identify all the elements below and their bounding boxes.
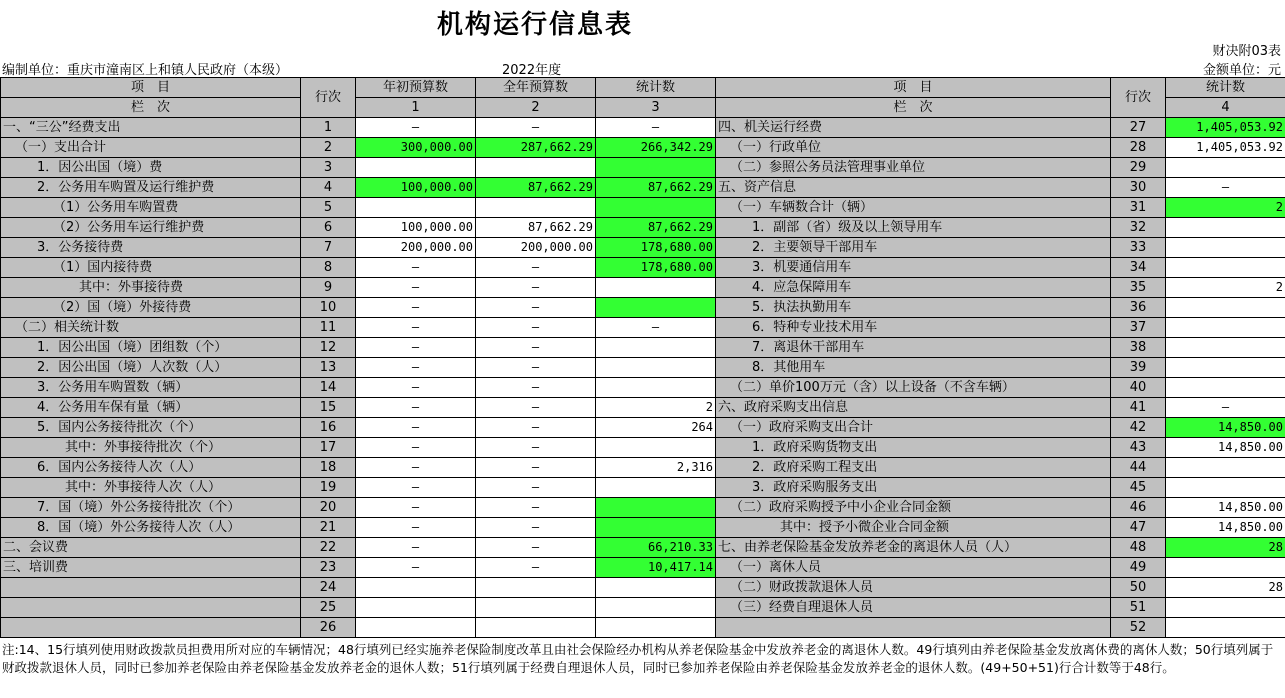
- table-row: [1, 338, 1285, 358]
- right-row-no[interactable]: 36: [1111, 298, 1166, 318]
- cell-col4[interactable]: —: [1166, 178, 1285, 198]
- left-row-no[interactable]: 14: [301, 378, 356, 398]
- cell-col4[interactable]: [1166, 558, 1285, 578]
- header-lanci-right: 栏 次: [716, 98, 1111, 118]
- left-item-cell[interactable]: [1, 618, 301, 638]
- cell-col2[interactable]: —: [476, 458, 596, 478]
- cell-col2[interactable]: —: [476, 398, 596, 418]
- header-row-no: 行次: [301, 78, 356, 118]
- table-row: [1, 118, 1285, 138]
- left-row-no[interactable]: 4: [301, 178, 356, 198]
- cell-col2[interactable]: 200,000.00: [476, 238, 596, 258]
- table-row: [1, 238, 1285, 258]
- header-n2: 2: [476, 98, 596, 118]
- cell-col1[interactable]: [356, 198, 476, 218]
- table-row: [1, 438, 1285, 458]
- left-item-cell[interactable]: （二）相关统计数: [1, 318, 301, 338]
- cell-col2[interactable]: 87,662.29: [476, 178, 596, 198]
- cell-col2[interactable]: —: [476, 438, 596, 458]
- cell-col3[interactable]: —: [596, 318, 716, 338]
- cell-col1[interactable]: 200,000.00: [356, 238, 476, 258]
- cell-col2[interactable]: —: [476, 538, 596, 558]
- table-row: [1, 558, 1285, 578]
- right-row-no[interactable]: 47: [1111, 518, 1166, 538]
- right-item-cell[interactable]: 六、政府采购支出信息: [716, 398, 1111, 418]
- left-item-cell[interactable]: （2）国（境）外接待费: [1, 298, 301, 318]
- left-row-no[interactable]: 23: [301, 558, 356, 578]
- cell-col1[interactable]: [356, 158, 476, 178]
- currency-unit: 金额单位：元: [1202, 63, 1281, 78]
- cell-col2[interactable]: 87,662.29: [476, 218, 596, 238]
- right-row-no[interactable]: 35: [1111, 278, 1166, 298]
- left-row-no[interactable]: 16: [301, 418, 356, 438]
- header-row-no-right: 行次: [1111, 78, 1166, 118]
- table-row: [1, 598, 1285, 618]
- left-item-cell[interactable]: 7．国（境）外公务接待批次（个）: [1, 498, 301, 518]
- cell-col2[interactable]: —: [476, 478, 596, 498]
- cell-col3[interactable]: [596, 498, 716, 518]
- cell-col3[interactable]: [596, 518, 716, 538]
- report-year: 2022年度: [502, 63, 562, 78]
- cell-col3[interactable]: [596, 578, 716, 598]
- cell-col1[interactable]: —: [356, 358, 476, 378]
- cell-col3[interactable]: [596, 278, 716, 298]
- cell-col1[interactable]: —: [356, 398, 476, 418]
- cell-col3[interactable]: 10,417.14: [596, 558, 716, 578]
- left-item-cell[interactable]: [1, 578, 301, 598]
- right-row-no[interactable]: 30: [1111, 178, 1166, 198]
- right-item-cell[interactable]: 3．政府采购服务支出: [716, 478, 1111, 498]
- cell-col2[interactable]: —: [476, 298, 596, 318]
- form-code: 财决附03表: [1212, 44, 1281, 59]
- left-row-no[interactable]: 13: [301, 358, 356, 378]
- left-row-no[interactable]: 6: [301, 218, 356, 238]
- cell-col2[interactable]: —: [476, 258, 596, 278]
- cell-col3[interactable]: 264: [596, 418, 716, 438]
- right-row-no[interactable]: 44: [1111, 458, 1166, 478]
- right-row-no[interactable]: 38: [1111, 338, 1166, 358]
- right-item-cell[interactable]: 2．政府采购工程支出: [716, 458, 1111, 478]
- cell-col3[interactable]: 178,680.00: [596, 258, 716, 278]
- cell-col1[interactable]: —: [356, 378, 476, 398]
- table-row: [1, 458, 1285, 478]
- left-row-no[interactable]: 11: [301, 318, 356, 338]
- left-row-no[interactable]: 12: [301, 338, 356, 358]
- right-item-cell[interactable]: （一）政府采购支出合计: [716, 418, 1111, 438]
- left-item-cell[interactable]: 6．国内公务接待人次（人）: [1, 458, 301, 478]
- cell-col2[interactable]: —: [476, 358, 596, 378]
- right-item-cell[interactable]: （一）行政单位: [716, 138, 1111, 158]
- page-title: 机构运行信息表: [436, 10, 633, 40]
- right-row-no[interactable]: 42: [1111, 418, 1166, 438]
- cell-col1[interactable]: —: [356, 318, 476, 338]
- left-item-cell[interactable]: 1．因公出国（境）费: [1, 158, 301, 178]
- cell-col2[interactable]: —: [476, 518, 596, 538]
- header-col2: 全年预算数: [476, 78, 596, 98]
- cell-col3[interactable]: 2,316: [596, 458, 716, 478]
- header-n1: 1: [356, 98, 476, 118]
- cell-col4[interactable]: 14,850.00: [1166, 498, 1285, 518]
- right-row-no[interactable]: 32: [1111, 218, 1166, 238]
- header-lanci: 栏 次: [1, 98, 301, 118]
- cell-col1[interactable]: —: [356, 478, 476, 498]
- cell-col4[interactable]: [1166, 378, 1285, 398]
- cell-col3[interactable]: 178,680.00: [596, 238, 716, 258]
- right-row-no[interactable]: 46: [1111, 498, 1166, 518]
- right-row-no[interactable]: 51: [1111, 598, 1166, 618]
- right-item-cell[interactable]: （二）参照公务员法管理事业单位: [716, 158, 1111, 178]
- cell-col4[interactable]: 28: [1166, 538, 1285, 558]
- table-row: [1, 518, 1285, 538]
- left-item-cell[interactable]: 8．国（境）外公务接待人次（人）: [1, 518, 301, 538]
- left-row-no[interactable]: 5: [301, 198, 356, 218]
- left-row-no[interactable]: 26: [301, 618, 356, 638]
- right-row-no[interactable]: 41: [1111, 398, 1166, 418]
- cell-col2[interactable]: —: [476, 378, 596, 398]
- table-row: [1, 398, 1285, 418]
- left-item-cell[interactable]: 其中：外事接待批次（个）: [1, 438, 301, 458]
- right-item-cell[interactable]: 五、资产信息: [716, 178, 1111, 198]
- left-row-no[interactable]: 25: [301, 598, 356, 618]
- cell-col3[interactable]: 2: [596, 398, 716, 418]
- right-item-cell[interactable]: 8．其他用车: [716, 358, 1111, 378]
- table-row: [1, 318, 1285, 338]
- header-col1: 年初预算数: [356, 78, 476, 98]
- left-item-cell[interactable]: 2．因公出国（境）人次数（人）: [1, 358, 301, 378]
- header-row-1: [1, 78, 1285, 98]
- right-item-cell[interactable]: （二）政府采购授予中小企业合同金额: [716, 498, 1111, 518]
- header-n3: 3: [596, 98, 716, 118]
- cell-col2[interactable]: [476, 598, 596, 618]
- cell-col4[interactable]: 2: [1166, 198, 1285, 218]
- cell-col3[interactable]: —: [596, 118, 716, 138]
- left-item-cell[interactable]: 5．国内公务接待批次（个）: [1, 418, 301, 438]
- cell-col4[interactable]: [1166, 478, 1285, 498]
- left-item-cell[interactable]: 4．公务用车保有量（辆）: [1, 398, 301, 418]
- left-row-no[interactable]: 9: [301, 278, 356, 298]
- cell-col2[interactable]: [476, 578, 596, 598]
- cell-col3[interactable]: [596, 598, 716, 618]
- cell-col4[interactable]: —: [1166, 398, 1285, 418]
- right-item-cell[interactable]: 1．政府采购货物支出: [716, 438, 1111, 458]
- right-row-no[interactable]: 34: [1111, 258, 1166, 278]
- left-row-no[interactable]: 7: [301, 238, 356, 258]
- left-row-no[interactable]: 10: [301, 298, 356, 318]
- left-row-no[interactable]: 21: [301, 518, 356, 538]
- right-item-cell[interactable]: 4．应急保障用车: [716, 278, 1111, 298]
- cell-col1[interactable]: —: [356, 498, 476, 518]
- left-row-no[interactable]: 24: [301, 578, 356, 598]
- right-row-no[interactable]: 40: [1111, 378, 1166, 398]
- cell-col4[interactable]: [1166, 338, 1285, 358]
- left-item-cell[interactable]: [1, 598, 301, 618]
- cell-col3[interactable]: [596, 378, 716, 398]
- right-row-no[interactable]: 33: [1111, 238, 1166, 258]
- right-item-cell[interactable]: [716, 618, 1111, 638]
- right-row-no[interactable]: 37: [1111, 318, 1166, 338]
- cell-col1[interactable]: —: [356, 278, 476, 298]
- left-item-cell[interactable]: 其中：外事接待费: [1, 278, 301, 298]
- cell-col2[interactable]: —: [476, 558, 596, 578]
- left-row-no[interactable]: 3: [301, 158, 356, 178]
- cell-col2[interactable]: —: [476, 278, 596, 298]
- right-item-cell[interactable]: （二）财政拨款退休人员: [716, 578, 1111, 598]
- table-row: [1, 178, 1285, 198]
- table-row: [1, 358, 1285, 378]
- table-row: [1, 198, 1285, 218]
- right-row-no[interactable]: 43: [1111, 438, 1166, 458]
- cell-col1[interactable]: [356, 598, 476, 618]
- cell-col4[interactable]: [1166, 598, 1285, 618]
- header-item: 项 目: [1, 78, 301, 98]
- cell-col1[interactable]: —: [356, 338, 476, 358]
- cell-col1[interactable]: —: [356, 518, 476, 538]
- cell-col3[interactable]: [596, 198, 716, 218]
- left-item-cell[interactable]: （一）支出合计: [1, 138, 301, 158]
- table-row: [1, 138, 1285, 158]
- left-row-no[interactable]: 17: [301, 438, 356, 458]
- table-row: [1, 218, 1285, 238]
- cell-col2[interactable]: —: [476, 338, 596, 358]
- left-row-no[interactable]: 22: [301, 538, 356, 558]
- right-item-cell[interactable]: （三）经费自理退休人员: [716, 598, 1111, 618]
- cell-col1[interactable]: 100,000.00: [356, 218, 476, 238]
- cell-col4[interactable]: 14,850.00: [1166, 518, 1285, 538]
- right-row-no[interactable]: 31: [1111, 198, 1166, 218]
- left-row-no[interactable]: 19: [301, 478, 356, 498]
- cell-col1[interactable]: —: [356, 438, 476, 458]
- cell-col4[interactable]: 14,850.00: [1166, 438, 1285, 458]
- left-item-cell[interactable]: 3．公务接待费: [1, 238, 301, 258]
- cell-col3[interactable]: [596, 618, 716, 638]
- cell-col3[interactable]: [596, 158, 716, 178]
- table-row: [1, 298, 1285, 318]
- cell-col2[interactable]: [476, 198, 596, 218]
- right-row-no[interactable]: 27: [1111, 118, 1166, 138]
- right-item-cell[interactable]: 6．特种专业技术用车: [716, 318, 1111, 338]
- header-item-right: 项 目: [716, 78, 1111, 98]
- cell-col4[interactable]: [1166, 458, 1285, 478]
- cell-col3[interactable]: [596, 358, 716, 378]
- cell-col3[interactable]: 87,662.29: [596, 218, 716, 238]
- right-row-no[interactable]: 52: [1111, 618, 1166, 638]
- header-col3: 统计数: [596, 78, 716, 98]
- cell-col1[interactable]: 300,000.00: [356, 138, 476, 158]
- cell-col2[interactable]: [476, 618, 596, 638]
- unit-label: 编制单位：重庆市潼南区上和镇人民政府（本级）: [2, 63, 289, 78]
- table-row: [1, 538, 1285, 558]
- table-body: [1, 118, 1285, 638]
- left-item-cell[interactable]: 1．因公出国（境）团组数（个）: [1, 338, 301, 358]
- table-row: [1, 498, 1285, 518]
- cell-col4[interactable]: [1166, 258, 1285, 278]
- right-item-cell[interactable]: （一）车辆数合计（辆）: [716, 198, 1111, 218]
- cell-col4[interactable]: [1166, 318, 1285, 338]
- right-item-cell[interactable]: 2．主要领导干部用车: [716, 238, 1111, 258]
- left-item-cell[interactable]: （1）国内接待费: [1, 258, 301, 278]
- right-item-cell[interactable]: 5．执法执勤用车: [716, 298, 1111, 318]
- cell-col4[interactable]: [1166, 158, 1285, 178]
- left-row-no[interactable]: 20: [301, 498, 356, 518]
- right-item-cell[interactable]: 7．离退休干部用车: [716, 338, 1111, 358]
- left-item-cell[interactable]: （1）公务用车购置费: [1, 198, 301, 218]
- cell-col2[interactable]: [476, 158, 596, 178]
- cell-col3[interactable]: 66,210.33: [596, 538, 716, 558]
- info-table: [0, 77, 1285, 638]
- right-item-cell[interactable]: 四、机关运行经费: [716, 118, 1111, 138]
- right-item-cell[interactable]: 3．机要通信用车: [716, 258, 1111, 278]
- cell-col4[interactable]: [1166, 218, 1285, 238]
- cell-col3[interactable]: [596, 338, 716, 358]
- right-item-cell[interactable]: （二）单价100万元（含）以上设备（不含车辆）: [716, 378, 1111, 398]
- right-row-no[interactable]: 39: [1111, 358, 1166, 378]
- cell-col4[interactable]: 28: [1166, 578, 1285, 598]
- right-item-cell[interactable]: 1．副部（省）级及以上领导用车: [716, 218, 1111, 238]
- right-item-cell[interactable]: 其中：授予小微企业合同金额: [716, 518, 1111, 538]
- left-row-no[interactable]: 15: [301, 398, 356, 418]
- right-item-cell[interactable]: 七、由养老保险基金发放养老金的离退休人员（人）: [716, 538, 1111, 558]
- cell-col3[interactable]: [596, 478, 716, 498]
- cell-col1[interactable]: —: [356, 558, 476, 578]
- footnote: 注:14、15行填列使用财政拨款员担费用所对应的车辆情况；48行填列已经实施养老保险制度改革且由社会保险经办机构从养老保险基金中发放养老金的离退休人数。49行填列由养老保险基金发放离休费的离休人数；50行填列属于财政拨款退休人员，同时已参加养老保险由养老保险基金发放养老金的退休人数；51行填列属于经费自理退休人员，同时已参加养老保险由养老保险基金发放养老金的退休人数。(49+50+51)行合计数等于48行。: [2, 642, 1274, 675]
- table-row: [1, 278, 1285, 298]
- cell-col1[interactable]: —: [356, 258, 476, 278]
- cell-col2[interactable]: 287,662.29: [476, 138, 596, 158]
- table-row: [1, 378, 1285, 398]
- left-item-cell[interactable]: 三、培训费: [1, 558, 301, 578]
- table-row: [1, 258, 1285, 278]
- left-row-no[interactable]: 18: [301, 458, 356, 478]
- left-row-no[interactable]: 1: [301, 118, 356, 138]
- cell-col4[interactable]: [1166, 238, 1285, 258]
- header-row-2: [1, 98, 1285, 118]
- cell-col4[interactable]: 1,405,053.92: [1166, 138, 1285, 158]
- cell-col2[interactable]: —: [476, 118, 596, 138]
- cell-col1[interactable]: —: [356, 418, 476, 438]
- cell-col4[interactable]: [1166, 618, 1285, 638]
- cell-col3[interactable]: [596, 298, 716, 318]
- cell-col2[interactable]: —: [476, 418, 596, 438]
- right-row-no[interactable]: 48: [1111, 538, 1166, 558]
- cell-col1[interactable]: —: [356, 458, 476, 478]
- cell-col1[interactable]: —: [356, 538, 476, 558]
- cell-col4[interactable]: 2: [1166, 278, 1285, 298]
- left-item-cell[interactable]: 2．公务用车购置及运行维护费: [1, 178, 301, 198]
- table-row: [1, 158, 1285, 178]
- right-row-no[interactable]: 50: [1111, 578, 1166, 598]
- right-row-no[interactable]: 49: [1111, 558, 1166, 578]
- left-item-cell[interactable]: （2）公务用车运行维护费: [1, 218, 301, 238]
- table-row: [1, 418, 1285, 438]
- cell-col3[interactable]: 266,342.29: [596, 138, 716, 158]
- left-row-no[interactable]: 8: [301, 258, 356, 278]
- table-row: [1, 478, 1285, 498]
- right-row-no[interactable]: 45: [1111, 478, 1166, 498]
- table-row: [1, 618, 1285, 638]
- cell-col4[interactable]: [1166, 298, 1285, 318]
- header-col4: 统计数: [1166, 78, 1285, 98]
- left-row-no[interactable]: 2: [301, 138, 356, 158]
- right-row-no[interactable]: 28: [1111, 138, 1166, 158]
- cell-col4[interactable]: 1,405,053.92: [1166, 118, 1285, 138]
- cell-col2[interactable]: —: [476, 498, 596, 518]
- cell-col1[interactable]: [356, 578, 476, 598]
- cell-col1[interactable]: —: [356, 118, 476, 138]
- cell-col1[interactable]: —: [356, 298, 476, 318]
- cell-col3[interactable]: 87,662.29: [596, 178, 716, 198]
- left-item-cell[interactable]: 3．公务用车购置数（辆）: [1, 378, 301, 398]
- cell-col3[interactable]: [596, 438, 716, 458]
- right-item-cell[interactable]: （一）离休人员: [716, 558, 1111, 578]
- table-row: [1, 578, 1285, 598]
- left-item-cell[interactable]: 一、“三公”经费支出: [1, 118, 301, 138]
- cell-col1[interactable]: 100,000.00: [356, 178, 476, 198]
- cell-col2[interactable]: —: [476, 318, 596, 338]
- header-n4: 4: [1166, 98, 1285, 118]
- right-row-no[interactable]: 29: [1111, 158, 1166, 178]
- cell-col4[interactable]: [1166, 358, 1285, 378]
- cell-col4[interactable]: 14,850.00: [1166, 418, 1285, 438]
- left-item-cell[interactable]: 其中：外事接待人次（人）: [1, 478, 301, 498]
- cell-col1[interactable]: [356, 618, 476, 638]
- left-item-cell[interactable]: 二、会议费: [1, 538, 301, 558]
